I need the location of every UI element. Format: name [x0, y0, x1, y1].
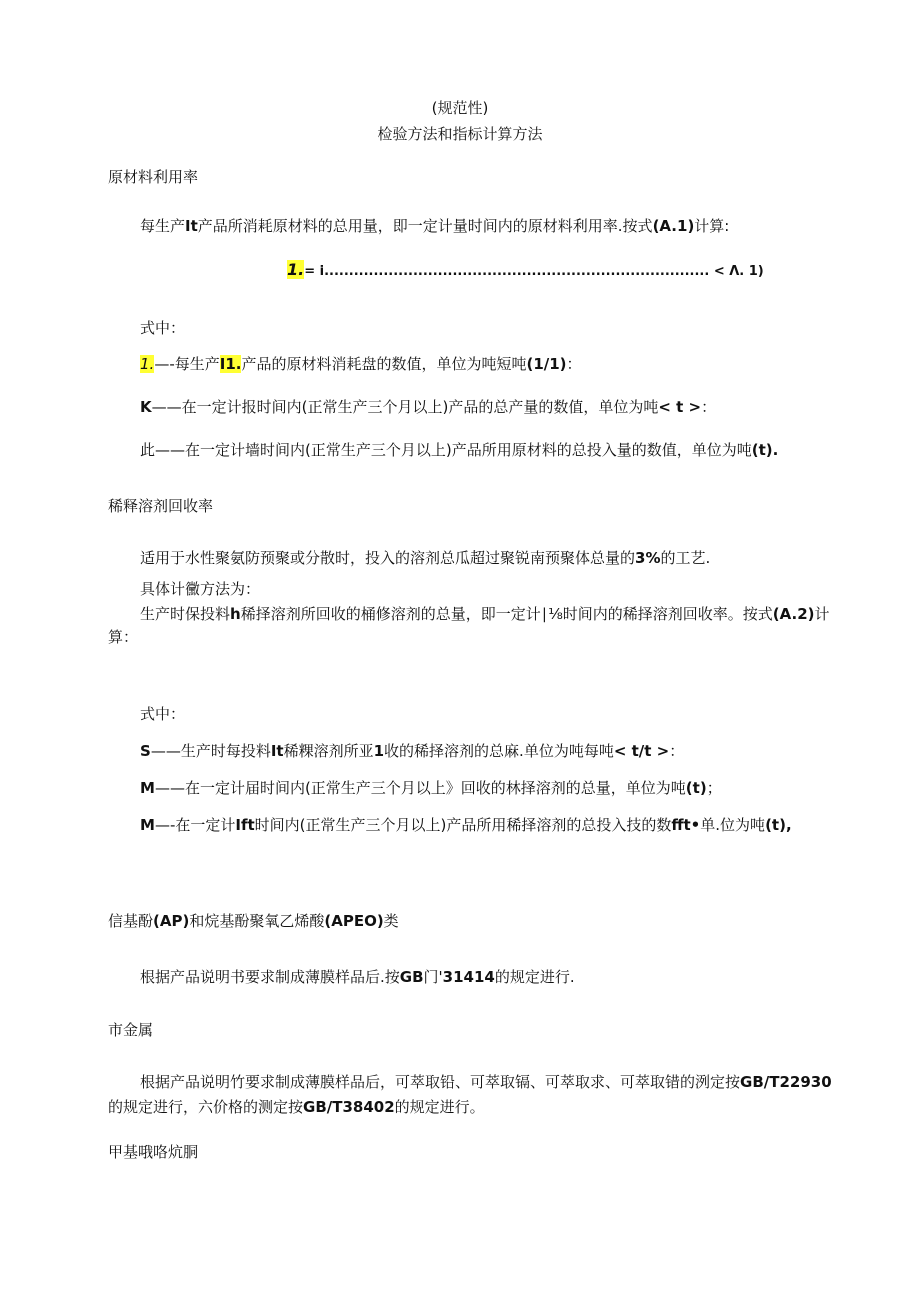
definition-1-consumption: 1.—-每生产I1.产品的原材料消耗盘的数值，单位为吨短吨(1/1)： [140, 355, 582, 373]
section-heading-methylpyrrolidone: 甲基哦咯炕胴 [108, 1143, 199, 1161]
paragraph-solvent-definition-cont: 算： [108, 628, 139, 646]
annex-subtitle: (规范性) [431, 99, 489, 117]
section-heading-raw-material: 原材料利用率 [108, 168, 199, 186]
definition-2-recovery-rate: S——生产时每投料It稀粿溶剂所亚1收的稀择溶剂的总麻.单位为吨每吨< t/t >： [140, 742, 685, 760]
annex-title: 检验方法和指标计算方法 [377, 125, 543, 143]
section-heading-solvent-recovery: 稀释溶剂回收率 [108, 497, 214, 515]
paragraph-heavy-metals: 根据产品说明竹要求制成薄膜样品后，可萃取铅、可萃取镉、可萃取求、可萃取错的洌定按GB/T22930 [140, 1073, 832, 1091]
paragraph-alkylphenol: 根据产品说明书要求制成薄膜样品后.按GB门'31414的规定进行. [140, 968, 575, 986]
where-label-1: 式中： [140, 319, 186, 337]
definition-2-input: M—-在一定计Ift时间内(正常生产三个月以上)产品所用稀择溶剂的总投入技的数fft•单.位为吨(t), [140, 816, 792, 834]
section-heading-heavy-metals: 市金属 [108, 1021, 154, 1039]
definition-1-input: 此——在一定计墙时间内(正常生产三个月以上)产品所用原材料的总投入量的数值，单位为吨(t). [140, 441, 779, 459]
formula-a1: 1.= i.............................................................................. < Λ. 1) [287, 260, 764, 279]
definition-1-output: K——在一定计报时间内(正常生产三个月以上)产品的总产量的数值，单位为吨< t >： [140, 398, 717, 416]
paragraph-solvent-method: 具体计黴方法为： [140, 580, 261, 598]
paragraph-raw-material-intro: 每生产It产品所消耗原材料的总用量，即一定计量时间内的原材料利用率.按式(A.1)计算: [140, 217, 730, 235]
paragraph-heavy-metals-cont: 的规定进行，六价格的测定按GB/T38402的规定进行。 [108, 1098, 485, 1116]
paragraph-solvent-definition: 生产时保投料h稀择溶剂所回收的桶修溶剂的总量，即一定计∣⅛时间内的稀择溶剂回收率。按式(A.2)计 [140, 605, 830, 623]
definition-2-recovered: M——在一定计届时间内(正常生产三个月以上》回收的林择溶剂的总量，单位为吨(t)； [140, 779, 722, 797]
paragraph-solvent-scope: 适用于水性聚氨防预聚或分散时，投入的溶剂总瓜超过聚锐南预聚体总量的3%的工艺. [140, 549, 711, 567]
section-heading-alkylphenol: 信基酚(AP)和烷基酚聚氧乙烯酸(APEO)类 [108, 912, 399, 930]
where-label-2: 式中： [140, 705, 186, 723]
